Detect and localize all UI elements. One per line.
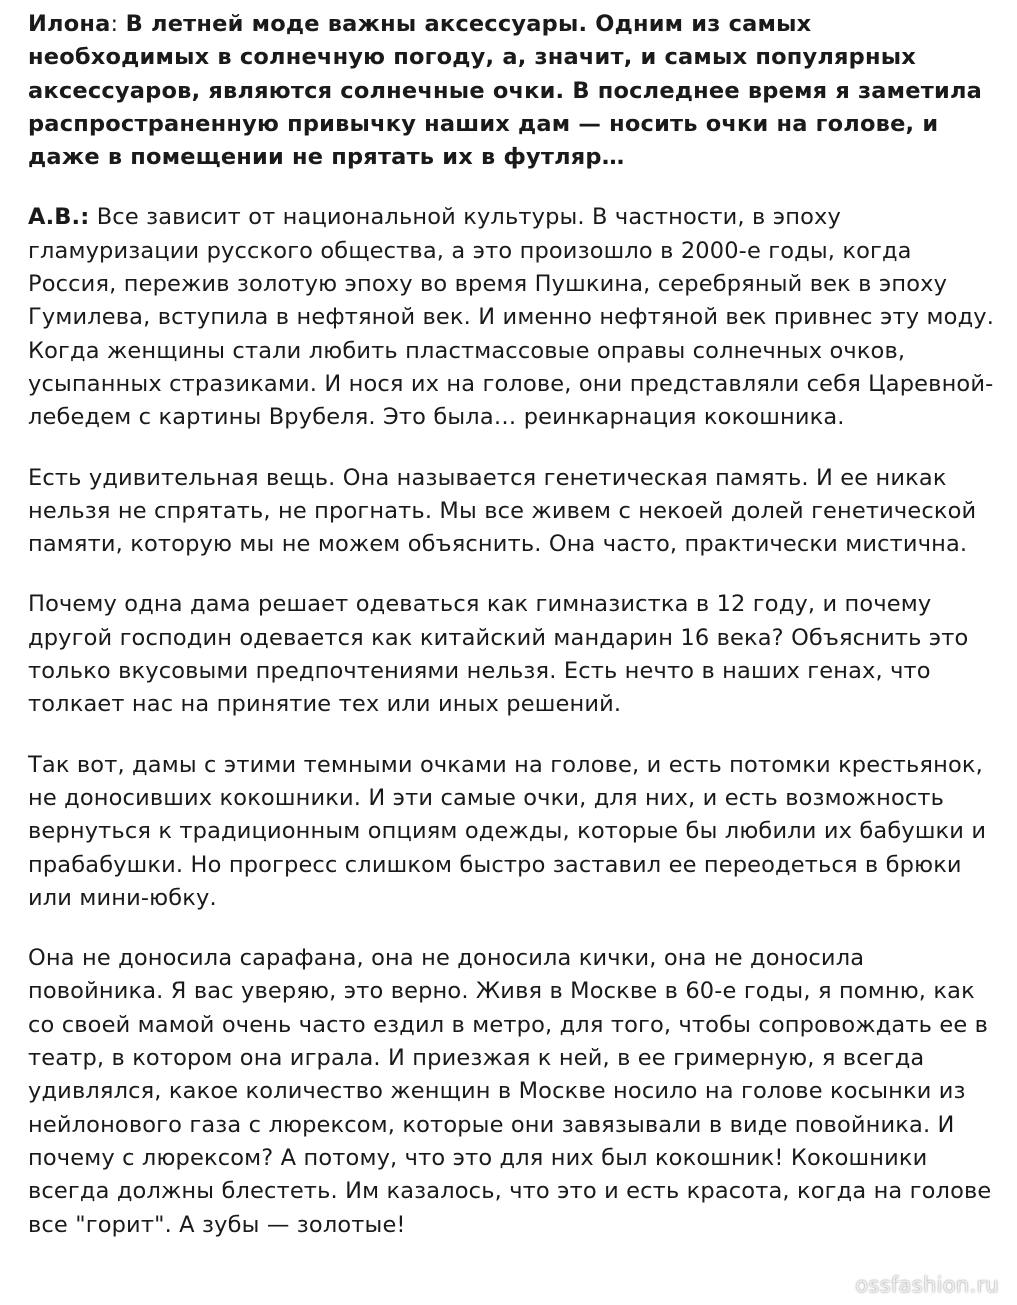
answer-paragraph-4: Так вот, дамы с этими темными очками на голове, и есть потомки крестьянок, не доносивших кокошники. И эти самые очки, для них, и есть возможность вернуться к традиционным опциям одежды, которые бы любили их бабушки и прабабушки. Но прогресс слишком быстро заставил ее переодеться в брюки или мини-юбку.: [28, 751, 987, 911]
answer-text-1: Все зависит от национальной культуры. В частности, в эпоху гламуризации русского общества, а это произошло в 2000-е годы, когда Россия, пережив золотую эпоху во время Пушкина, серебряный век в эпоху Гумилева, вступила в нефтяной век. И именно нефтяной век привнес эту моду. Когда женщины стали любить пластмассовые оправы солнечных очков, усыпанных стразиками. И нося их на голове, они представляли себя Царевной-лебедем с картины Врубеля. Это была… реинкарнация кокошника.: [28, 204, 995, 431]
answer-speaker: А.В.:: [28, 204, 90, 231]
article-body: [28, 8, 998, 1269]
question-speaker: Илона: [28, 11, 111, 37]
question-text: В летней моде важны аксессуары. Одним из самых необходимых в солнечную погоду, а, значит, и самых популярных аксессуаров, являются солнечные очки. В последнее время я заметила распространенную привычку наших дам — носить очки на голове, и даже в помещении не прятать их в футляр…: [28, 11, 983, 171]
site-watermark: ossfashion.ru: [855, 1273, 999, 1297]
answer-paragraph-3: Почему одна дама решает одеваться как гимназистка в 12 году, и почему другой господин одевается как китайский мандарин 16 века? Объяснить это только вкусовыми предпочтениями нельзя. Есть нечто в наших генах, что толкает нас на принятие тех или иных решений.: [28, 591, 969, 718]
question-paragraph: [28, 8, 998, 174]
answer-paragraph-2: Есть удивительная вещь. Она называется генетическая память. И ее никак нельзя не спрятать, не прогнать. Мы все живем с некоей долей генетической памяти, которую мы не можем объяснить. Она часто, практически мистична.: [28, 464, 977, 558]
answer-paragraph-1: [28, 201, 998, 434]
answer-paragraph-5: Она не доносила сарафана, она не доносила кички, она не доносила повойника. Я вас уверяю, это верно. Живя в Москве в 60-е годы, я помню, как со своей мамой очень часто ездил в метро, для того, чтобы сопровождать ее в театр, в котором она играла. И приезжая к ней, в ее гримерную, я всегда удивлялся, какое количество женщин в Москве носило на голове косынки из нейлонового газа с люрексом, которые они завязывали в виде повойника. И почему с люрексом? А потому, что это для них был кокошник! Кокошники всегда должны блестеть. Им казалось, что это и есть красота, когда на голове все "горит". А зубы — золотые!: [28, 945, 992, 1238]
question-separator: :: [110, 11, 126, 37]
